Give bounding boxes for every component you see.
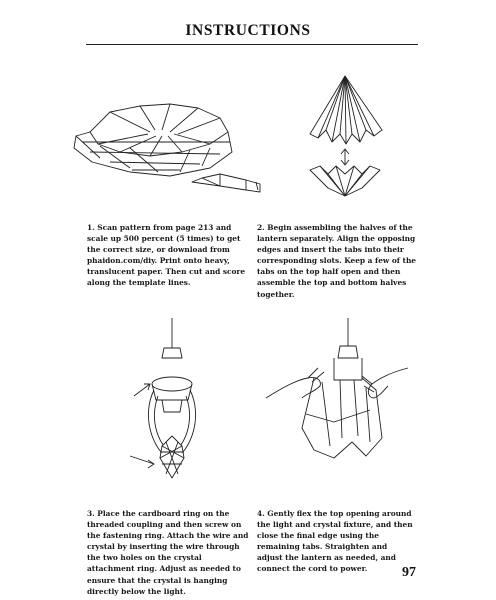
step-3-caption: 3. Place the cardboard ring on the threaded coupling and then screw on the fastening ring. Attach the wire and crystal by inserting the wire through the two holes on the crystal attachment ring. Adjust as needed to ensure that the crystal is hanging directly below the light. xyxy=(87,509,249,596)
illustration-lantern-halves xyxy=(300,72,390,202)
illustration-pattern-and-knife xyxy=(70,72,280,197)
page-title: INSTRUCTIONS xyxy=(185,22,311,39)
illustration-hands-closing-lantern xyxy=(262,318,412,478)
illustration-light-and-crystal xyxy=(128,318,208,498)
page-number: 97 xyxy=(402,565,416,580)
title-rule xyxy=(86,44,418,45)
step-1-caption: 1. Scan pattern from page 213 and scale up 500 percent (5 times) to get the correct size, or download from phaidon.com/diy. Print onto heavy, translucent paper. Then cut and score along the template lines. xyxy=(87,223,246,288)
step-2-caption: 2. Begin assembling the halves of the lantern separately. Align the opposing edges and insert the tabs into their corresponding slots. Keep a few of the tabs on the top half open and then assemble the top and bottom halves together. xyxy=(257,223,417,299)
step-4-caption: 4. Gently flex the top opening around the light and crystal fixture, and then close the final edge using the remaining tabs. Straighten and adjust the lantern as needed, and connect the cord to power. xyxy=(257,509,413,574)
